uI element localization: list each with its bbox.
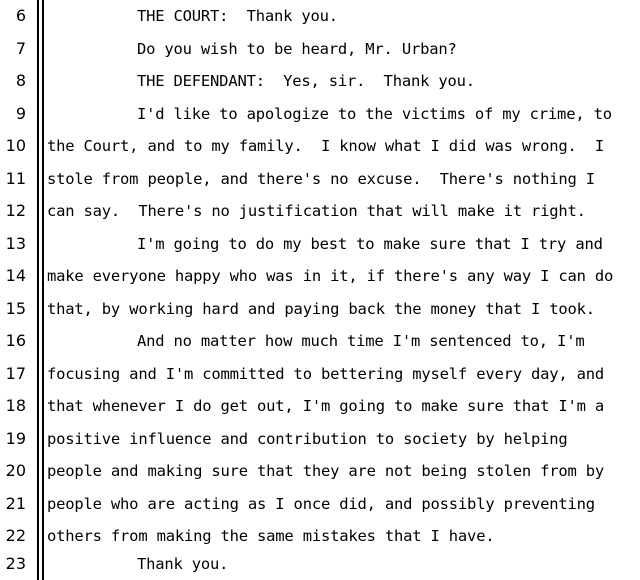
line-text: that, by working hard and paying back the money that I took. xyxy=(47,299,595,318)
line-number: 22 xyxy=(5,526,26,545)
transcript-line xyxy=(0,33,640,65)
line-number: 6 xyxy=(15,6,26,25)
transcript-line xyxy=(0,423,640,455)
line-text: the Court, and to my family. I know what I did was wrong. I xyxy=(47,137,605,155)
line-text: THE DEFENDANT: Yes, sir. Thank you. xyxy=(137,72,475,90)
line-number: 20 xyxy=(5,461,26,480)
transcript-line xyxy=(0,130,640,162)
transcript-line xyxy=(0,358,640,390)
line-number: 9 xyxy=(15,103,26,123)
transcript-line xyxy=(0,65,640,97)
line-number: 7 xyxy=(15,38,26,58)
transcript-line xyxy=(0,195,640,227)
line-number: 16 xyxy=(5,331,26,350)
line-number: 11 xyxy=(5,168,26,188)
line-text: I'd like to apologize to the victims of my crime, to xyxy=(137,104,612,123)
line-text: make everyone happy who was in it, if there's any way I can do xyxy=(47,267,614,285)
line-number: 12 xyxy=(5,201,26,220)
line-text: that whenever I do get out, I'm going to make sure that I'm a xyxy=(47,397,605,415)
line-text: I'm going to do my best to make sure that I try and xyxy=(137,234,603,253)
transcript-line xyxy=(0,260,640,292)
line-number: 13 xyxy=(5,233,26,253)
line-text: And no matter how much time I'm sentenced to, I'm xyxy=(137,332,585,350)
line-text: positive influence and contribution to society by helping xyxy=(47,429,568,448)
transcript-line xyxy=(0,98,640,130)
line-number: 15 xyxy=(5,298,26,318)
line-text: people who are acting as I once did, and possibly preventing xyxy=(47,494,595,513)
line-text: people and making sure that they are not being stolen from by xyxy=(47,462,605,480)
transcript-line xyxy=(0,228,640,260)
line-text: stole from people, and there's no excuse. There's nothing I xyxy=(47,169,595,188)
line-text: Do you wish to be heard, Mr. Urban? xyxy=(137,39,457,58)
line-number: 17 xyxy=(5,363,26,383)
transcript-line xyxy=(0,455,640,487)
transcript-line xyxy=(0,0,640,32)
line-text: Thank you. xyxy=(137,555,229,573)
line-number: 18 xyxy=(5,396,26,415)
line-text: others from making the same mistakes that I have. xyxy=(47,527,495,545)
line-number: 19 xyxy=(5,428,26,448)
transcript-line xyxy=(0,293,640,325)
transcript-line xyxy=(0,488,640,520)
line-number: 14 xyxy=(5,266,26,285)
transcript-line xyxy=(0,390,640,422)
line-number: 21 xyxy=(5,493,26,513)
line-number: 23 xyxy=(5,554,26,573)
line-text: THE COURT: Thank you. xyxy=(137,7,338,25)
line-text: focusing and I'm committed to bettering myself every day, and xyxy=(47,364,605,383)
transcript-line xyxy=(0,325,640,357)
line-text: can say. There's no justification that will make it right. xyxy=(47,202,586,220)
transcript-line xyxy=(0,548,640,580)
line-number: 8 xyxy=(15,71,26,90)
transcript-line xyxy=(0,163,640,195)
line-number: 10 xyxy=(5,136,26,155)
